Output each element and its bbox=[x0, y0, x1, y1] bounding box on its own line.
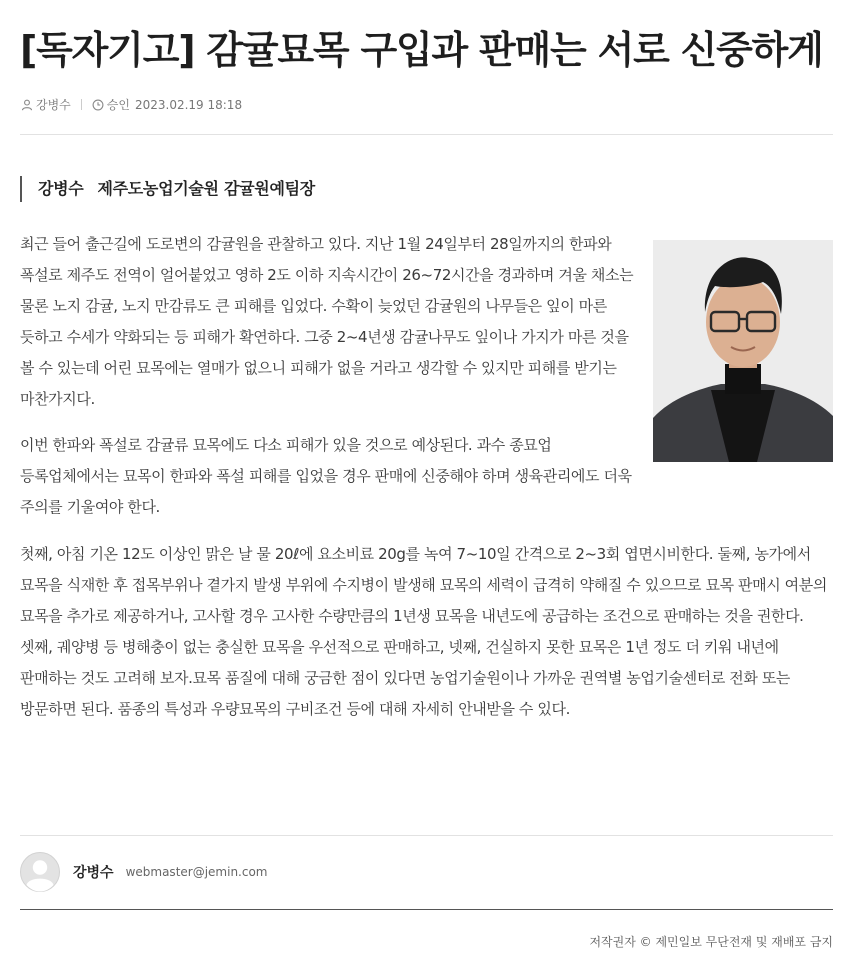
contributor-photo bbox=[653, 240, 833, 462]
article-paragraph: 최근 들어 출근길에 도로변의 감귤원을 관찰하고 있다. 지난 1월 24일부터 28일까지의 한파와 폭설로 제주도 전역이 얼어붙었고 영하 2도 이하 지속시간이 26~72시간을 경과하며 겨울 채소는 물론 노지 감귤, 노지 만감류도 큰 피해를 입었다. 수확이 늦었던 감귤원의 나무들은 잎이 마른 듯하고 수세가 약화되는 등 피해가 확연하다. 그중 2~4년생 감귤나무도 잎이나 가지가 마른 것을 볼 수 있는데 어린 묘목에는 열매가 없으니 피해가 없을 거라고 생각할 수 있지만 피해를 받기는 마찬가지다. bbox=[20, 235, 634, 408]
author-email[interactable]: webmaster@jemin.com bbox=[125, 865, 268, 879]
meta-approved-label: 승인 bbox=[106, 98, 130, 112]
author-box bbox=[20, 852, 268, 892]
footer-divider bbox=[20, 909, 833, 910]
contributor-byline bbox=[20, 176, 315, 202]
meta-divider bbox=[81, 99, 82, 110]
user-avatar-icon bbox=[20, 852, 60, 892]
author-name[interactable]: 강병수 bbox=[73, 865, 114, 881]
article-paragraph: 이번 한파와 폭설로 감귤류 묘목에도 다소 피해가 있을 것으로 예상된다. 과수 종묘업 등록업체에서는 묘목이 한파와 폭설 피해를 입었을 경우 판매에 신중해야 하며 생육관리에도 더욱 주의를 기울여야 한다. bbox=[20, 436, 632, 516]
clock-icon bbox=[92, 99, 104, 111]
meta-datetime: 2023.02.19 18:18 bbox=[134, 97, 243, 112]
meta-author[interactable]: 강병수 bbox=[36, 98, 71, 112]
header-divider bbox=[20, 134, 833, 135]
article-meta bbox=[21, 96, 242, 113]
person-icon bbox=[21, 99, 33, 111]
article-title: [독자기고] 감귤묘목 구입과 판매는 서로 신중하게 bbox=[20, 28, 823, 72]
byline-affiliation: 제주도농업기술원 감귤원예팀장 bbox=[97, 179, 315, 198]
copyright-notice: 저작권자 © 제민일보 무단전재 및 재배포 금지 bbox=[589, 935, 833, 949]
author-box-top-divider bbox=[20, 835, 833, 836]
article-paragraph: 첫째, 아침 기온 12도 이상인 맑은 날 물 20ℓ에 요소비료 20g를 녹여 7~10일 간격으로 2~3회 엽면시비한다. 둘째, 농가에서 묘목을 식재한 후 접목부위나 곁가지 발생 부위에 수지병이 발생해 묘목의 세력이 급격히 약해질 수 있으므로 묘목 판매시 여분의 묘목을 추가로 제공하거나, 고사할 경우 고사한 수량만큼의 1년생 묘목을 내년도에 공급하는 조건으로 판매하는 것을 권한다. 셋째, 궤양병 등 병해충이 없는 충실한 묘목을 우선적으로 판매하고, 넷째, 건실하지 못한 묘목은 1년 정도 더 키워 내년에 판매하는 것도 고려해 보자.묘목 품질에 대해 궁금한 점이 있다면 농업기술원이나 가까운 권역별 농업기술센터로 전화 또는 방문하면 된다. 품종의 특성과 우량묘목의 구비조건 등에 대해 자세히 안내받을 수 있다. bbox=[20, 545, 827, 718]
byline-name: 강병수 bbox=[38, 179, 84, 198]
